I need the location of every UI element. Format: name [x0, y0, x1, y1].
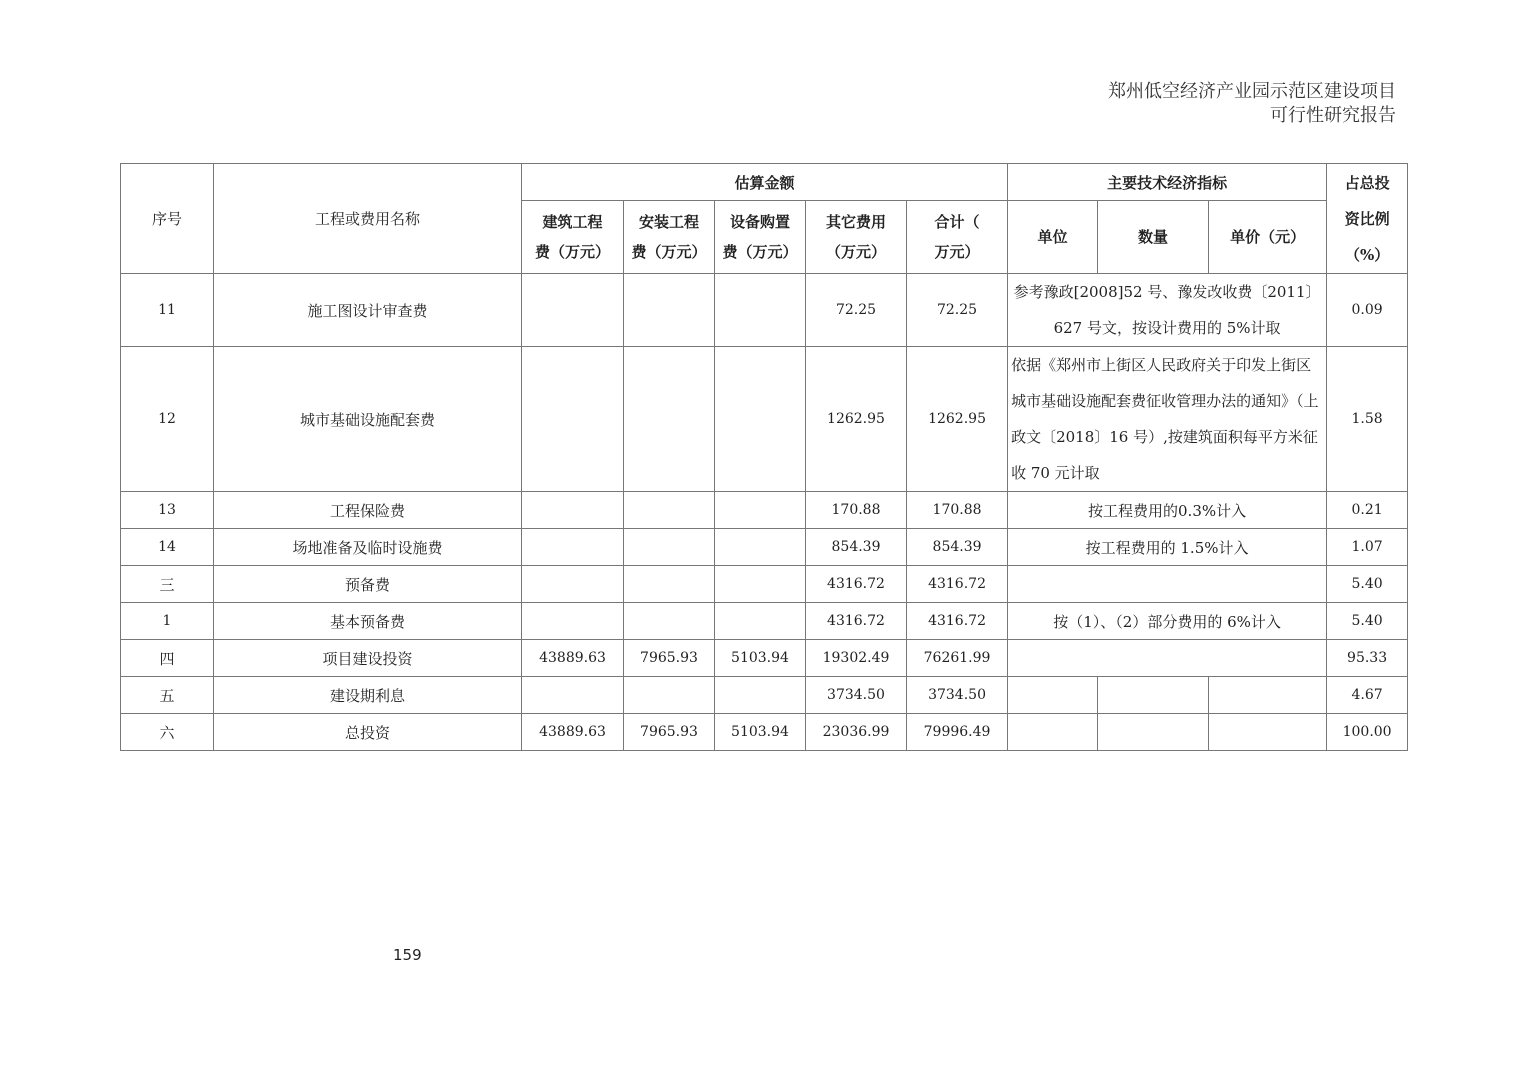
header-other-line2: （万元） — [825, 243, 886, 261]
cell-total: 72.25 — [907, 274, 1008, 347]
cell-name: 基本预备费 — [214, 603, 522, 640]
cell-total: 1262.95 — [907, 347, 1008, 492]
cell-install — [624, 347, 715, 492]
cell-unit — [1008, 677, 1098, 714]
header-other — [806, 201, 907, 274]
project-title: 郑州低空经济产业园示范区建设项目 — [1108, 81, 1396, 102]
cell-note: 依据《郑州市上街区人民政府关于印发上街区城市基础设施配套费征收管理办法的通知》（上政文〔2018〕16 号）,按建筑面积每平方米征收 70 元计取 — [1008, 347, 1327, 492]
page-number: 159 — [393, 946, 422, 964]
cell-equip — [715, 566, 806, 603]
header-indicator-group: 主要技术经济指标 — [1008, 164, 1327, 201]
cell-ratio: 4.67 — [1327, 677, 1408, 714]
cell-name: 项目建设投资 — [214, 640, 522, 677]
cell-install — [624, 677, 715, 714]
cell-ratio: 1.07 — [1327, 529, 1408, 566]
cell-total: 3734.50 — [907, 677, 1008, 714]
cell-equip — [715, 274, 806, 347]
cell-build — [522, 492, 624, 529]
header-ratio — [1327, 164, 1408, 274]
header-name: 工程或费用名称 — [214, 164, 522, 274]
table-row — [121, 677, 1408, 714]
cell-qty — [1098, 677, 1209, 714]
cell-name: 工程保险费 — [214, 492, 522, 529]
cell-total: 854.39 — [907, 529, 1008, 566]
cell-other: 3734.50 — [806, 677, 907, 714]
header-seq: 序号 — [121, 164, 214, 274]
cell-build — [522, 603, 624, 640]
cell-total: 4316.72 — [907, 566, 1008, 603]
cell-install — [624, 274, 715, 347]
cell-total: 76261.99 — [907, 640, 1008, 677]
cell-name: 预备费 — [214, 566, 522, 603]
cell-other: 170.88 — [806, 492, 907, 529]
header-estimate-group: 估算金额 — [522, 164, 1008, 201]
cell-equip — [715, 529, 806, 566]
cell-other: 4316.72 — [806, 603, 907, 640]
cell-build — [522, 566, 624, 603]
cell-name: 场地准备及临时设施费 — [214, 529, 522, 566]
cell-price — [1209, 677, 1327, 714]
table-row — [121, 714, 1408, 751]
cell-other: 854.39 — [806, 529, 907, 566]
header-install-line1: 安装工程 — [638, 213, 699, 231]
cell-total: 4316.72 — [907, 603, 1008, 640]
cell-seq: 五 — [121, 677, 214, 714]
header-total-line1: 合计（ — [934, 213, 980, 231]
header-install — [624, 201, 715, 274]
cell-equip — [715, 347, 806, 492]
cell-ratio: 5.40 — [1327, 603, 1408, 640]
table-row — [121, 492, 1408, 529]
cell-seq: 14 — [121, 529, 214, 566]
cell-build: 43889.63 — [522, 640, 624, 677]
cell-build — [522, 529, 624, 566]
header-unit: 单位 — [1008, 201, 1098, 274]
cell-name: 总投资 — [214, 714, 522, 751]
cell-ratio: 0.09 — [1327, 274, 1408, 347]
cell-equip — [715, 677, 806, 714]
header-qty: 数量 — [1098, 201, 1209, 274]
cell-other: 72.25 — [806, 274, 907, 347]
investment-estimate-table — [120, 163, 1408, 751]
cell-install — [624, 603, 715, 640]
cell-build — [522, 274, 624, 347]
cell-install — [624, 529, 715, 566]
header-build-line2: 费（万元） — [534, 243, 610, 261]
cell-ratio: 0.21 — [1327, 492, 1408, 529]
cell-equip: 5103.94 — [715, 640, 806, 677]
cell-note: 按工程费用的0.3%计入 — [1008, 492, 1327, 529]
cell-total: 79996.49 — [907, 714, 1008, 751]
header-build — [522, 201, 624, 274]
cell-equip — [715, 492, 806, 529]
cell-note — [1008, 566, 1327, 603]
table-row — [121, 274, 1408, 347]
header-ratio-line2: 资比例 — [1344, 209, 1390, 228]
cell-note: 按工程费用的 1.5%计入 — [1008, 529, 1327, 566]
cell-build — [522, 347, 624, 492]
cell-seq: 1 — [121, 603, 214, 640]
cell-name: 施工图设计审查费 — [214, 274, 522, 347]
cell-seq: 12 — [121, 347, 214, 492]
cell-other: 4316.72 — [806, 566, 907, 603]
cell-total: 170.88 — [907, 492, 1008, 529]
cell-equip: 5103.94 — [715, 714, 806, 751]
header-equip-line2: 费（万元） — [722, 243, 798, 261]
cell-note — [1008, 640, 1327, 677]
cell-seq: 四 — [121, 640, 214, 677]
cell-price — [1209, 714, 1327, 751]
cell-ratio: 100.00 — [1327, 714, 1408, 751]
document-header — [1108, 80, 1396, 128]
header-build-line1: 建筑工程 — [542, 213, 603, 231]
header-equip-line1: 设备购置 — [729, 213, 790, 231]
cell-other: 1262.95 — [806, 347, 907, 492]
table-row — [121, 640, 1408, 677]
header-ratio-line1: 占总投 — [1344, 173, 1390, 192]
cell-seq: 13 — [121, 492, 214, 529]
table-row — [121, 603, 1408, 640]
cell-seq: 六 — [121, 714, 214, 751]
header-ratio-line3: （%） — [1344, 245, 1390, 264]
cell-name: 建设期利息 — [214, 677, 522, 714]
report-title: 可行性研究报告 — [1270, 105, 1396, 126]
cell-seq: 三 — [121, 566, 214, 603]
cell-equip — [715, 603, 806, 640]
cell-build: 43889.63 — [522, 714, 624, 751]
table-row — [121, 566, 1408, 603]
cell-other: 23036.99 — [806, 714, 907, 751]
cell-unit — [1008, 714, 1098, 751]
header-install-line2: 费（万元） — [631, 243, 707, 261]
header-other-line1: 其它费用 — [825, 213, 886, 231]
table-row — [121, 529, 1408, 566]
cell-note: 参考豫政[2008]52 号、豫发改收费〔2011〕627 号文，按设计费用的 5%计取 — [1008, 274, 1327, 347]
cell-ratio: 1.58 — [1327, 347, 1408, 492]
cell-install: 7965.93 — [624, 714, 715, 751]
cell-seq: 11 — [121, 274, 214, 347]
cell-other: 19302.49 — [806, 640, 907, 677]
cell-ratio: 95.33 — [1327, 640, 1408, 677]
header-equip — [715, 201, 806, 274]
cell-install — [624, 492, 715, 529]
table-header-row — [121, 164, 1408, 201]
cell-name: 城市基础设施配套费 — [214, 347, 522, 492]
cell-build — [522, 677, 624, 714]
cell-ratio: 5.40 — [1327, 566, 1408, 603]
header-total — [907, 201, 1008, 274]
header-total-line2: 万元） — [934, 243, 980, 261]
cell-install — [624, 566, 715, 603]
cell-note: 按（1）、（2）部分费用的 6%计入 — [1008, 603, 1327, 640]
cell-qty — [1098, 714, 1209, 751]
cell-install: 7965.93 — [624, 640, 715, 677]
table-row — [121, 347, 1408, 492]
header-price: 单价（元） — [1209, 201, 1327, 274]
